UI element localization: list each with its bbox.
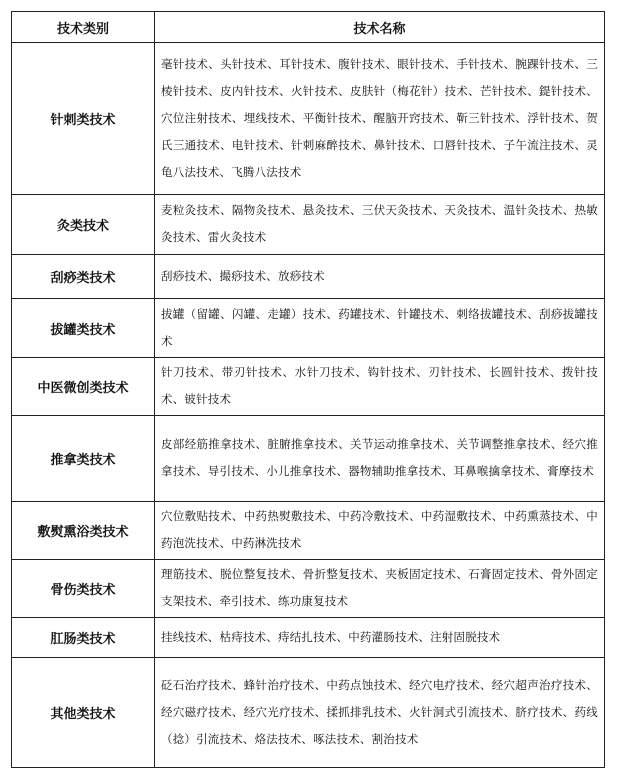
table-row (12, 658, 605, 768)
category-cell: 中医微创类技术 (12, 358, 155, 416)
table-row (12, 502, 605, 560)
category-cell: 肛肠类技术 (12, 618, 155, 658)
technique-names-cell: 针刀技术、带刃针技术、水针刀技术、钩针技术、刃针技术、长圆针技术、拨针技术、铍针技术 (155, 358, 605, 416)
category-cell: 骨伤类技术 (12, 560, 155, 618)
header-row (12, 12, 605, 43)
technique-names-cell: 拔罐（留罐、闪罐、走罐）技术、药罐技术、针罐技术、刺络拔罐技术、刮痧拔罐技术 (155, 299, 605, 358)
technique-names-cell: 刮痧技术、撮痧技术、放痧技术 (155, 255, 605, 299)
technique-names-cell: 穴位敷贴技术、中药热熨敷技术、中药冷敷技术、中药湿敷技术、中药熏蒸技术、中药泡洗技术、中药淋洗技术 (155, 502, 605, 560)
category-cell: 刮痧类技术 (12, 255, 155, 299)
table-row (12, 195, 605, 255)
technique-names-cell: 砭石治疗技术、蜂针治疗技术、中药点蚀技术、经穴电疗技术、经穴超声治疗技术、经穴磁疗技术、经穴光疗技术、揉抓排乳技术、火针洞式引流技术、脐疗技术、药线（捻）引流技术、烙法技术、啄法技术、割治技术 (155, 658, 605, 768)
category-cell: 其他类技术 (12, 658, 155, 768)
table-row (12, 416, 605, 502)
table-row (12, 618, 605, 658)
header-category: 技术类别 (12, 12, 155, 43)
technique-names-cell: 皮部经筋推拿技术、脏腑推拿技术、关节运动推拿技术、关节调整推拿技术、经穴推拿技术、导引技术、小儿推拿技术、器物辅助推拿技术、耳鼻喉擒拿技术、膏摩技术 (155, 416, 605, 502)
category-cell: 针刺类技术 (12, 43, 155, 195)
table-row (12, 299, 605, 358)
category-cell: 拔罐类技术 (12, 299, 155, 358)
technique-names-cell: 麦粒灸技术、隔物灸技术、悬灸技术、三伏天灸技术、天灸技术、温针灸技术、热敏灸技术、雷火灸技术 (155, 195, 605, 255)
table-row (12, 560, 605, 618)
techniques-table (11, 11, 605, 768)
technique-names-cell: 理筋技术、脱位整复技术、骨折整复技术、夹板固定技术、石膏固定技术、骨外固定支架技术、牵引技术、练功康复技术 (155, 560, 605, 618)
table-row (12, 43, 605, 195)
technique-names-cell: 毫针技术、头针技术、耳针技术、腹针技术、眼针技术、手针技术、腕踝针技术、三棱针技术、皮内针技术、火针技术、皮肤针（梅花针）技术、芒针技术、鍉针技术、穴位注射技术、埋线技术、平衡针技术、醒脑开窍技术、靳三针技术、浮针技术、贺氏三通技术、电针技术、针刺麻醉技术、鼻针技术、口唇针技术、子午流注技术、灵龟八法技术、飞腾八法技术 (155, 43, 605, 195)
technique-names-cell: 挂线技术、枯痔技术、痔结扎技术、中药灌肠技术、注射固脱技术 (155, 618, 605, 658)
table-row (12, 358, 605, 416)
category-cell: 敷熨熏浴类技术 (12, 502, 155, 560)
category-cell: 推拿类技术 (12, 416, 155, 502)
table-row (12, 255, 605, 299)
header-name: 技术名称 (155, 12, 605, 43)
document-page (11, 11, 605, 768)
category-cell: 灸类技术 (12, 195, 155, 255)
